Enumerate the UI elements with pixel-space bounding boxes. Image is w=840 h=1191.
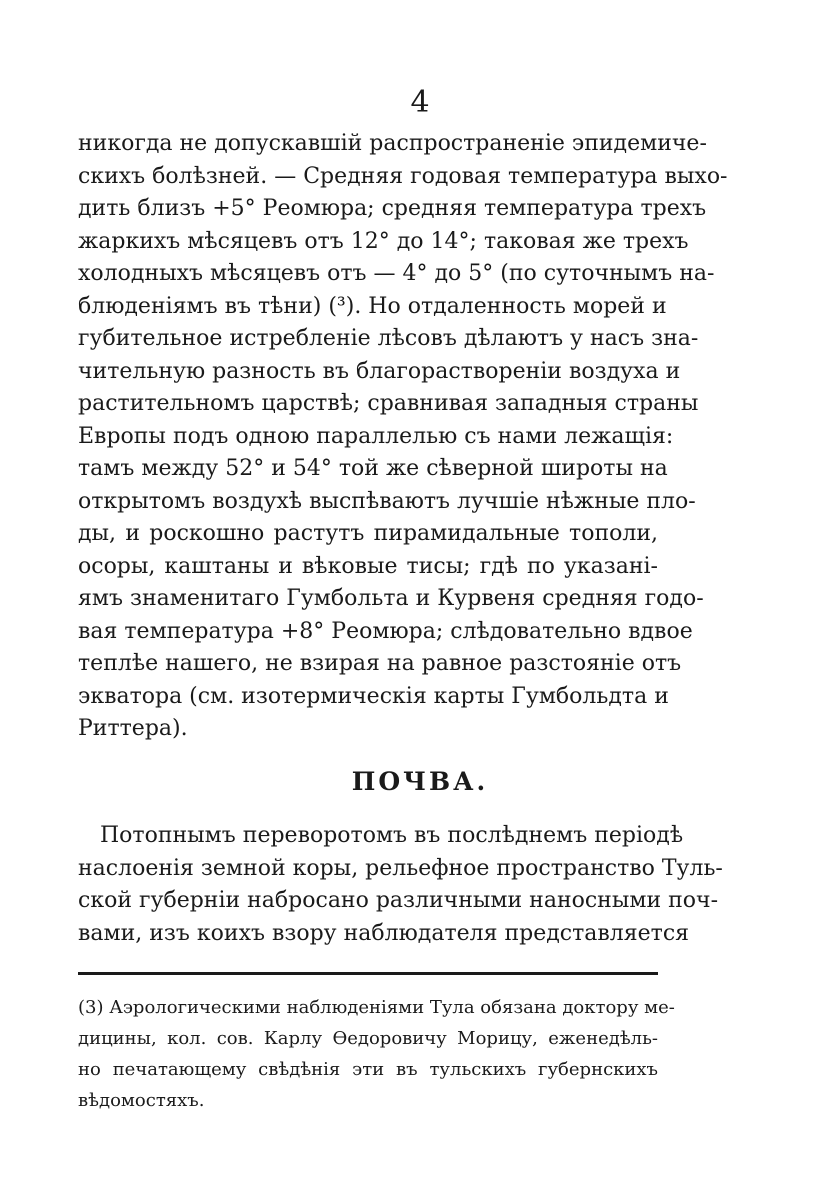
text-line: холодныхъ мѣсяцевъ отъ — 4° до 5° (по суточнымъ на- [78, 261, 715, 286]
text-line: дить близъ +5° Реомюра; средняя температура трехъ [78, 196, 707, 221]
text-line: Риттера). [78, 716, 188, 741]
text-line: Потопнымъ переворотомъ въ послѣднемъ періодѣ [100, 823, 684, 848]
section-text [78, 820, 723, 950]
body-text [78, 128, 728, 746]
text-line: тамъ между 52° и 54° той же сѣверной широты на [78, 456, 668, 481]
text-line: теплѣе нашего, не взирая на равное разстояніе отъ [78, 651, 682, 676]
text-line: губительное истребленіе лѣсовъ дѣлаютъ у насъ зна- [78, 326, 699, 351]
footnote [78, 992, 675, 1116]
text-line: экватора (см. изотермическія карты Гумбольдта и [78, 683, 669, 709]
text-line: вая температура +8° Реомюра; слѣдовательно вдвое [78, 618, 693, 644]
page-number: 4 [410, 85, 430, 120]
text-line: чительную разность въ благорастворенiи воздуха и [78, 358, 681, 384]
text-line: осоры, каштаны и вѣковые тисы; гдѣ по указані- [78, 553, 658, 579]
text-line: Европы подъ одною параллелью съ нами лежащія: [78, 423, 674, 449]
footnote-line: (3) Аэрологическими наблюденіями Тула обязана доктору ме- [78, 997, 675, 1018]
text-line: блюденіямъ въ тѣни) (³). Но отдаленность морей и [78, 293, 667, 319]
text-line: растительномъ царствѣ; сравнивая западныя страны [78, 391, 699, 416]
text-line: ды, и роскошно растутъ пирамидальные тополи, [78, 521, 658, 546]
footnote-line: но печатающему свѣдѣнія эти въ тульскихъ губернскихъ [78, 1059, 658, 1080]
footnote-divider [78, 972, 658, 975]
text-line: открытомъ воздухѣ выспѣваютъ лучшіе нѣжные пло- [78, 488, 696, 514]
text-line: жаркихъ мѣсяцевъ отъ 12° до 14°; таковая же трехъ [78, 228, 689, 254]
text-line: скихъ болѣзней. — Средняя годовая температура выхо- [78, 163, 728, 189]
text-line: вами, изъ коихъ взору наблюдателя представляется [78, 920, 690, 946]
text-line: наслоенія земной коры, рельефное пространство Туль- [78, 855, 723, 881]
text-line: никогда не допускавшій распространеніе эпидемиче- [78, 131, 707, 156]
section-heading: ПОЧВА. [351, 767, 489, 796]
footnote-line: вѣдомостяхъ. [78, 1090, 205, 1111]
text-line: ской губерніи набросано различными наносными поч- [78, 888, 718, 913]
text-line: ямъ знаменитаго Гумбольта и Курвеня средняя годо- [78, 586, 704, 611]
footnote-line: дицины, кол. сов. Карлу Ѳедоровичу Морицу, еженедѣль- [78, 1028, 658, 1049]
